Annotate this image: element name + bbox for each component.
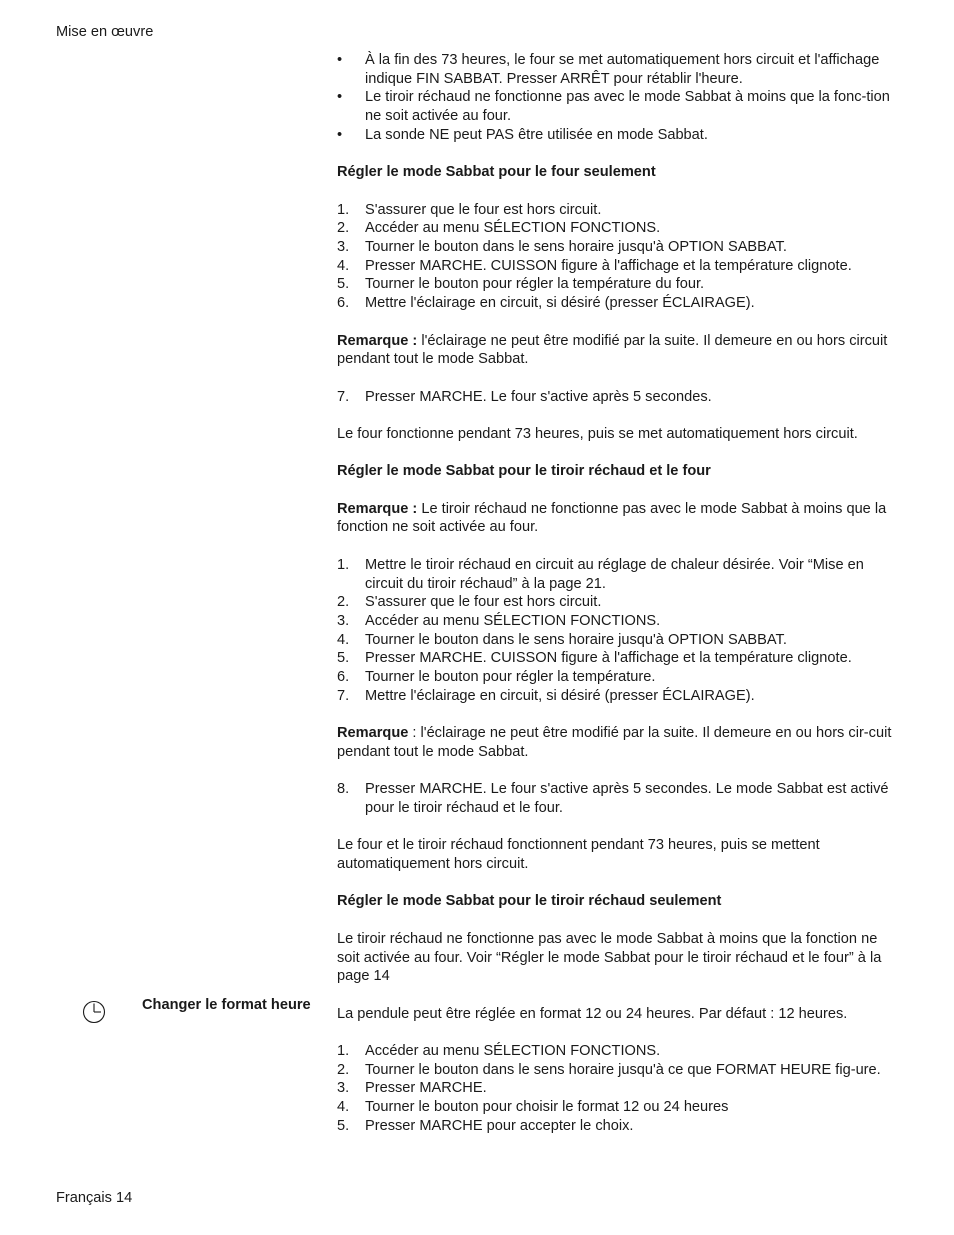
paragraph: Le tiroir réchaud ne fonctionne pas avec le mode Sabbat à moins que la fonction ne soit activée au four. Voir “Régler le mode Sabbat pour le tiroir réchaud et le four” à la page 14 xyxy=(337,930,882,985)
paragraph: Le four et le tiroir réchaud fonctionnent pendant 73 heures, puis se mettent automatiquement hors circuit. xyxy=(337,837,820,873)
list-item: 5. Presser MARCHE. CUISSON figure à l'affichage et la température clignote. xyxy=(337,650,852,667)
bullet-marker: • xyxy=(337,126,343,143)
side-heading-clock-format: Changer le format heure xyxy=(142,997,311,1013)
section-heading-drawer-and-oven: Régler le mode Sabbat pour le tiroir réchaud et le four xyxy=(337,463,711,480)
list-item: 8. Presser MARCHE. Le four s'active après 5 secondes. Le mode Sabbat est activé pour le tiroir réchaud et le four. xyxy=(337,781,889,816)
list-item: 3. Tourner le bouton dans le sens horaire jusqu'à OPTION SABBAT. xyxy=(337,239,787,255)
list-item: • Le tiroir réchaud ne fonctionne pas avec le mode Sabbat à moins que la fonc-tion ne soit activée au four. xyxy=(337,89,890,125)
section-heading-oven-only: Régler le mode Sabbat pour le four seulement xyxy=(337,164,656,181)
list-item: • À la fin des 73 heures, le four se met automatiquement hors circuit et l'affichage indique FIN SABBAT. Presser ARRÊT pour rétablir l'heure. xyxy=(337,52,880,87)
drawer-and-oven-final-step xyxy=(337,780,903,817)
running-header: Mise en œuvre xyxy=(56,24,154,40)
clock-format-steps xyxy=(337,1042,903,1136)
list-item: 1. S'assurer que le four est hors circuit. xyxy=(337,201,602,218)
bullet-marker: • xyxy=(337,89,343,106)
page-footer: Français 14 xyxy=(56,1190,133,1206)
list-item: 4. Tourner le bouton pour choisir le format 12 ou 24 heures xyxy=(337,1099,729,1116)
drawer-and-oven-steps xyxy=(337,556,903,706)
list-item: 6. Tourner le bouton pour régler la température. xyxy=(337,669,656,686)
list-item: 1. Mettre le tiroir réchaud en circuit au réglage de chaleur désirée. Voir “Mise en circuit du tiroir réchaud” à la page 21. xyxy=(337,556,864,592)
intro-bullet-list xyxy=(337,51,903,145)
main-content xyxy=(337,51,903,1136)
note-paragraph: Remarque : Le tiroir réchaud ne fonctionne pas avec le mode Sabbat à moins que la fonction ne soit activée au four. xyxy=(337,500,887,536)
list-item: 4. Tourner le bouton dans le sens horaire jusqu'à OPTION SABBAT. xyxy=(337,631,787,648)
note-paragraph: Remarque : l'éclairage ne peut être modifié par la suite. Il demeure en ou hors cir-cuit pendant tout le mode Sabbat. xyxy=(337,725,892,760)
list-item: 2. S'assurer que le four est hors circuit. xyxy=(337,594,602,611)
list-item: 2. Tourner le bouton dans le sens horaire jusqu'à ce que FORMAT HEURE fig-ure. xyxy=(337,1061,881,1078)
oven-only-steps xyxy=(337,201,903,313)
list-item: 1. Accéder au menu SÉLECTION FONCTIONS. xyxy=(337,1043,661,1060)
list-item: 3. Accéder au menu SÉLECTION FONCTIONS. xyxy=(337,612,661,629)
section-heading-drawer-only: Régler le mode Sabbat pour le tiroir réchaud seulement xyxy=(337,893,722,910)
list-item: 5. Presser MARCHE pour accepter le choix. xyxy=(337,1117,634,1134)
clock-format-intro: La pendule peut être réglée en format 12 ou 24 heures. Par défaut : 12 heures. xyxy=(337,1005,848,1022)
list-item: 7. Mettre l'éclairage en circuit, si désiré (presser ÉCLAIRAGE). xyxy=(337,687,755,704)
list-item: 7. Presser MARCHE. Le four s'active après 5 secondes. xyxy=(337,388,712,405)
bullet-marker: • xyxy=(337,52,343,68)
list-item: 4. Presser MARCHE. CUISSON figure à l'affichage et la température clignote. xyxy=(337,257,852,274)
list-item: • La sonde NE peut PAS être utilisée en mode Sabbat. xyxy=(337,126,708,143)
list-item: 6. Mettre l'éclairage en circuit, si désiré (presser ÉCLAIRAGE). xyxy=(337,295,755,312)
clock-icon xyxy=(82,1000,106,1024)
paragraph: Le four fonctionne pendant 73 heures, puis se met automatiquement hors circuit. xyxy=(337,425,858,442)
note-paragraph: Remarque : l'éclairage ne peut être modifié par la suite. Il demeure en ou hors circuit pendant tout le mode Sabbat. xyxy=(337,332,888,368)
oven-only-final-step xyxy=(337,388,903,407)
list-item: 5. Tourner le bouton pour régler la température du four. xyxy=(337,276,705,293)
list-item: 3. Presser MARCHE. xyxy=(337,1080,487,1097)
list-item: 2. Accéder au menu SÉLECTION FONCTIONS. xyxy=(337,220,661,237)
